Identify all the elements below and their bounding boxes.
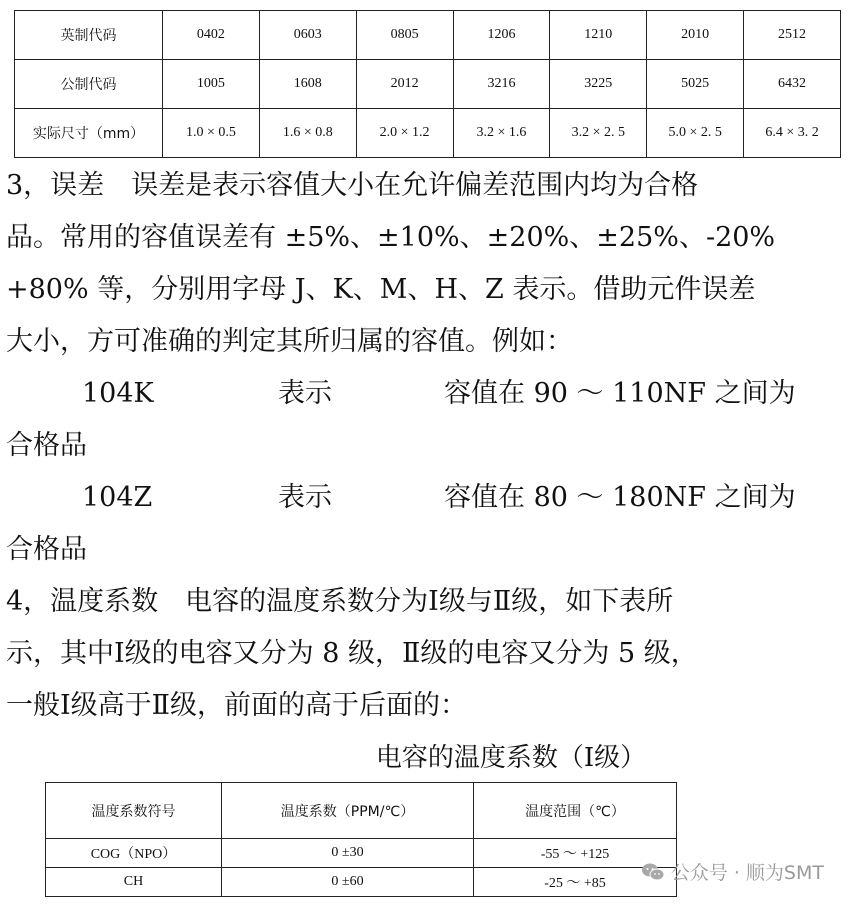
watermark-text: 公众号 · 顺为SMT [670, 862, 824, 884]
table-cell: 3225 [550, 60, 647, 109]
table-cell: -25 ～ +85 [474, 868, 677, 897]
table-cell: 1206 [453, 11, 550, 60]
paragraph-line: 一般Ⅰ级高于Ⅱ级，前面的高于后面的： [6, 690, 468, 721]
paragraph-line: 品。常用的容值误差有 ±5%、±10%、±20%、±25%、-20% [6, 222, 776, 253]
table-cell: 2012 [356, 60, 453, 109]
example-code: 104K [82, 378, 154, 409]
row-header-cell: 英制代码 [15, 11, 163, 60]
table-cell: 0 ±60 [222, 868, 474, 897]
watermark [641, 858, 824, 885]
table-row [46, 868, 677, 897]
table-cell: 3.2 × 1.6 [453, 109, 550, 158]
section-4-paragraph [6, 576, 846, 732]
table-row [15, 109, 841, 158]
paragraph-line: 4，温度系数 电容的温度系数分为Ⅰ级与Ⅱ级，如下表所 [6, 586, 674, 617]
row-header-cell: 公制代码 [15, 60, 163, 109]
table-cell: 0 ±30 [222, 839, 474, 868]
size-code-table [14, 10, 841, 158]
table-cell: 2010 [647, 11, 744, 60]
temp-table-title: 电容的温度系数（Ⅰ级） [375, 743, 647, 773]
table-cell: 3.2 × 2. 5 [550, 109, 647, 158]
paragraph-line: +80% 等，分别用字母 J、K、M、H、Z 表示。借助元件误差 [6, 274, 756, 305]
table-header-row [46, 783, 677, 839]
table-cell: 1608 [259, 60, 356, 109]
paragraph-line: 3，误差 误差是表示容值大小在允许偏差范围内均为合格 [6, 170, 699, 201]
table-cell: 2.0 × 1.2 [356, 109, 453, 158]
section-3-paragraph [6, 160, 846, 368]
table-cell: 0402 [163, 11, 260, 60]
table-cell: 1.0 × 0.5 [163, 109, 260, 158]
table-cell: CH [46, 868, 222, 897]
table-cell: 6.4 × 3. 2 [744, 109, 841, 158]
table-header-cell: 温度系数（PPM/℃） [222, 783, 474, 839]
paragraph-line: 示，其中Ⅰ级的电容又分为 8 级，Ⅱ级的电容又分为 5 级， [6, 638, 698, 669]
example-desc: 容值在 80 ～ 180NF 之间为 [444, 482, 796, 513]
table-row [46, 839, 677, 868]
example-label: 表示 [278, 378, 332, 409]
table-row [15, 11, 841, 60]
example-desc: 容值在 90 ～ 110NF 之间为 [444, 378, 796, 409]
table-cell: 2512 [744, 11, 841, 60]
table-cell: 1210 [550, 11, 647, 60]
table-cell: 0805 [356, 11, 453, 60]
table-header-cell: 温度范围（℃） [474, 783, 677, 839]
paragraph-line: 大小，方可准确的判定其所归属的容值。例如： [6, 326, 573, 357]
table-cell: 1.6 × 0.8 [259, 109, 356, 158]
table-cell: 5.0 × 2. 5 [647, 109, 744, 158]
row-header-cell: 实际尺寸（mm） [15, 109, 163, 158]
table-cell: COG（NPO） [46, 839, 222, 868]
example-code: 104Z [82, 482, 153, 513]
table-cell: -55 ～ +125 [474, 839, 677, 868]
temperature-coefficient-table [45, 782, 677, 897]
example-label: 表示 [278, 482, 332, 513]
example-cont: 合格品 [6, 534, 87, 565]
table-cell: 6432 [744, 60, 841, 109]
example-cont: 合格品 [6, 430, 87, 461]
table-cell: 3216 [453, 60, 550, 109]
table-row [15, 60, 841, 109]
table-cell: 1005 [163, 60, 260, 109]
table-cell: 5025 [647, 60, 744, 109]
wechat-icon [641, 862, 665, 882]
table-header-cell: 温度系数符号 [46, 783, 222, 839]
table-cell: 0603 [259, 11, 356, 60]
